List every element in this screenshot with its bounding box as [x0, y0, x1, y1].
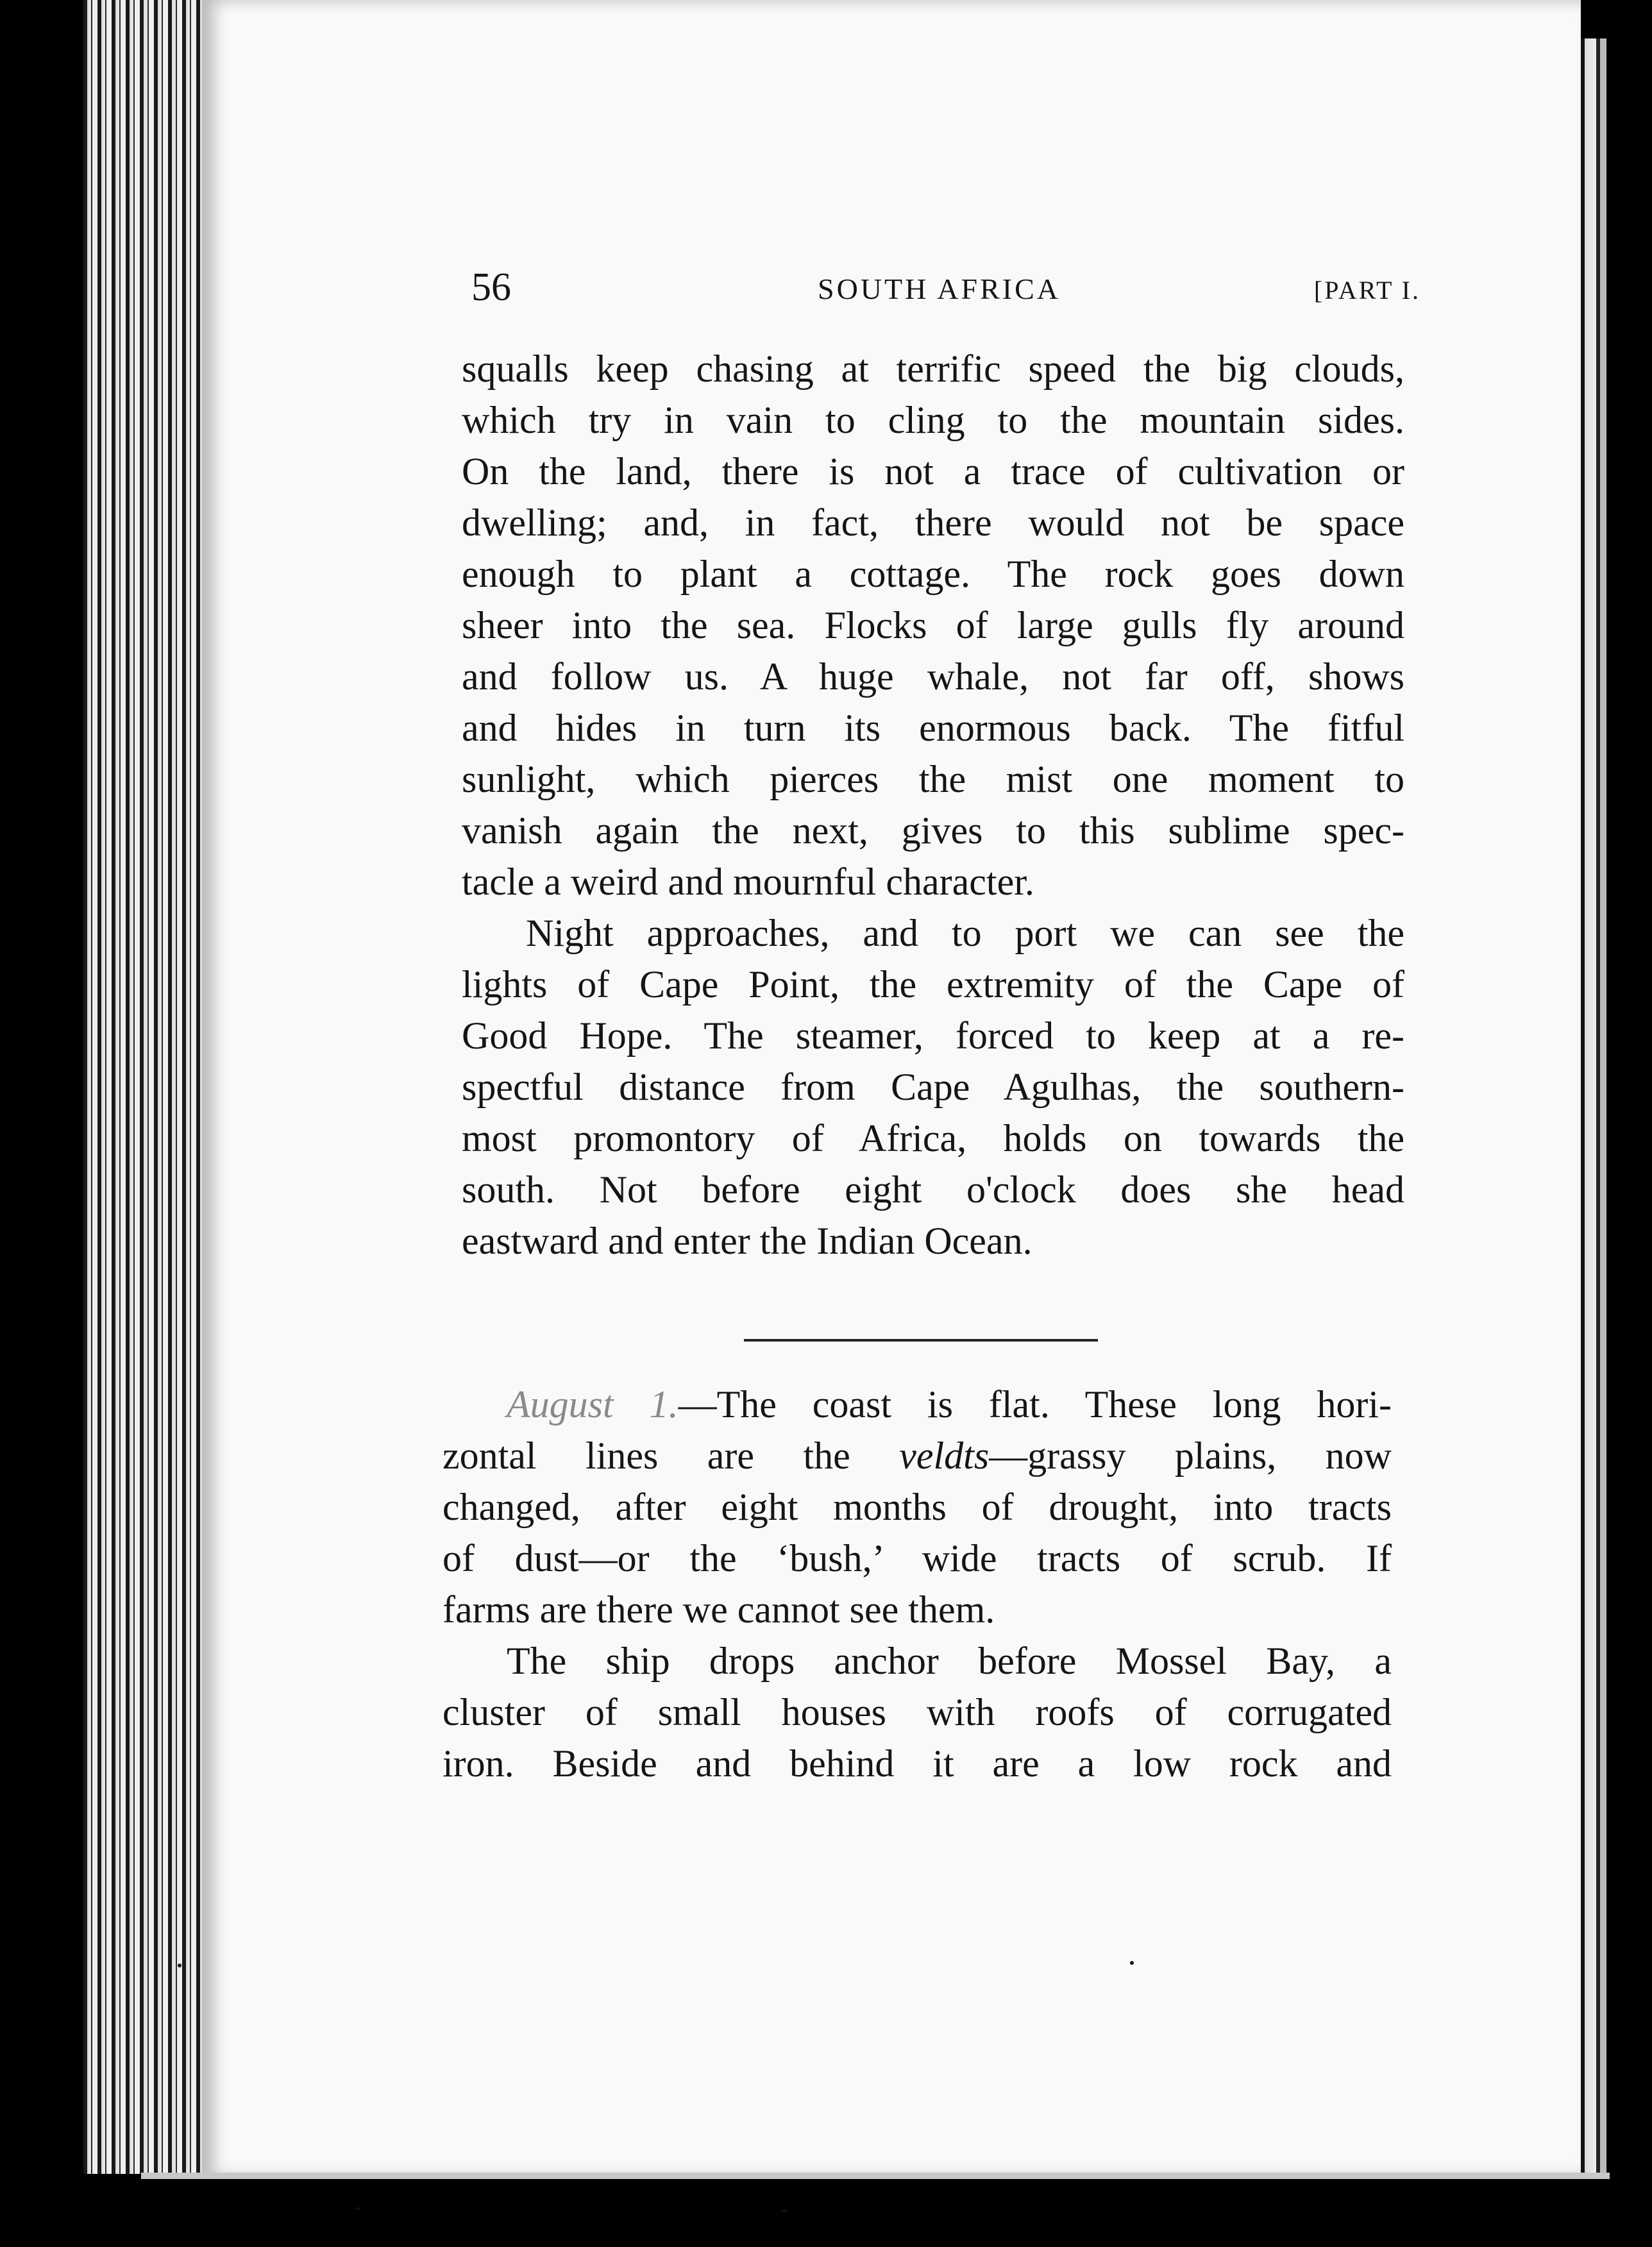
entry-first-line: The coast is flat. These long hori-: [716, 1383, 1392, 1426]
text-line: eastward and enter the Indian Ocean.: [462, 1220, 1032, 1262]
text-line: of dust—or the ‘bush,’ wide tracts of scrub. If: [442, 1537, 1392, 1579]
text-line: The ship drops anchor before Mossel Bay, a: [507, 1640, 1392, 1682]
text-line: [442, 1379, 1392, 1430]
section-divider: [744, 1339, 1098, 1342]
scan-speck: [1130, 1961, 1134, 1965]
text-line: which try in vain to cling to the mountain sides.: [462, 399, 1404, 441]
header-title: SOUTH AFRICA: [818, 273, 1061, 305]
header-part-label: [PART I.: [1313, 276, 1420, 305]
text-line: cluster of small houses with roofs of corrugated: [442, 1691, 1392, 1733]
text-line: and hides in turn its enormous back. The fitful: [462, 707, 1404, 749]
paragraph: [462, 343, 1404, 907]
text-line: sunlight, which pierces the mist one moment to: [462, 758, 1404, 800]
text-line: Good Hope. The steamer, forced to keep at a re-: [462, 1014, 1404, 1057]
text-line: iron. Beside and behind it are a low rock and: [442, 1742, 1392, 1785]
text-line: On the land, there is not a trace of cultivation or: [462, 450, 1404, 492]
diary-entry: [442, 1379, 1392, 1635]
text-line: and follow us. A huge whale, not far off, shows: [462, 655, 1404, 698]
body-text-bottom: [442, 1379, 1392, 1789]
text-line: enough to plant a cottage. The rock goes down: [462, 553, 1404, 595]
text-line: most promontory of Africa, holds on towards the: [462, 1117, 1404, 1159]
paragraph: [462, 907, 1404, 1267]
entry-line-part: zontal lines are the: [442, 1435, 900, 1477]
book-right-edge: [1581, 38, 1606, 2174]
text-line: Night approaches, and to port we can see the: [526, 912, 1404, 954]
text-line: sheer into the sea. Flocks of large gulls fly around: [462, 604, 1404, 646]
book-bottom-edge: [141, 2173, 1610, 2179]
entry-date: August 1.: [507, 1383, 678, 1426]
page-number: 56: [471, 265, 511, 309]
text-line: tacle a weird and mournful character.: [462, 861, 1034, 903]
entry-dash: —: [678, 1383, 717, 1426]
text-line: lights of Cape Point, the extremity of the Cape of: [462, 963, 1404, 1006]
paragraph: [442, 1635, 1392, 1789]
entry-italic-term: veldts: [899, 1435, 990, 1477]
running-head: [471, 262, 1420, 313]
body-text-top: [462, 343, 1404, 1267]
text-line: spectful distance from Cape Agulhas, the southern-: [462, 1066, 1404, 1108]
scan-speck: [178, 1964, 181, 1967]
book-left-edge: [83, 0, 212, 2174]
text-line: changed, after eight months of drought, into tracts: [442, 1486, 1392, 1528]
text-line: [442, 1430, 1392, 1481]
entry-line-part: —grassy plains, now: [989, 1435, 1392, 1477]
text-line: squalls keep chasing at terrific speed the big clouds,: [462, 348, 1404, 390]
text-line: vanish again the next, gives to this sublime spec-: [462, 809, 1404, 852]
text-line: farms are there we cannot see them.: [442, 1588, 995, 1631]
text-line: dwelling; and, in fact, there would not be space: [462, 501, 1404, 544]
scan-speck: [781, 2210, 788, 2212]
text-line: south. Not before eight o'clock does she head: [462, 1168, 1404, 1211]
scan-speck: [356, 2207, 361, 2210]
